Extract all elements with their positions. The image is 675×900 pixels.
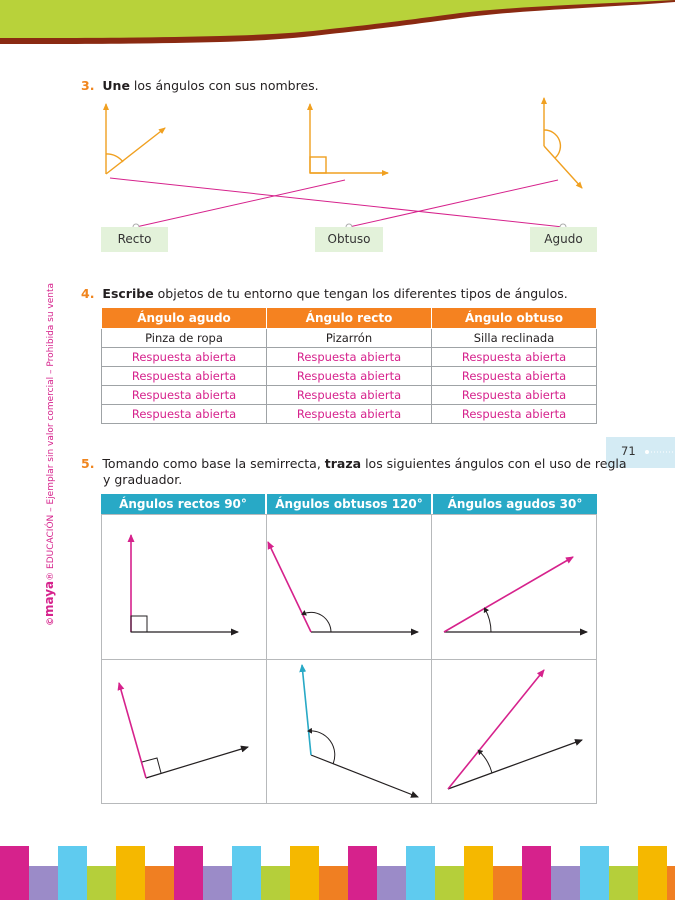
drawn-right-angle-1	[131, 535, 238, 632]
footer-stripe	[406, 846, 435, 900]
footer-stripe	[667, 866, 675, 900]
q3-text: los ángulos con sus nombres.	[129, 78, 319, 93]
label-agudo: Agudo	[530, 227, 597, 252]
answer-cell: Respuesta abierta	[267, 367, 432, 386]
header-acute-angles: Ángulos agudos 30°	[433, 494, 597, 514]
q5-text-pre: Tomando como base la semirrecta,	[102, 456, 325, 471]
footer-stripe	[377, 866, 406, 900]
header-right: Ángulo recto	[267, 308, 432, 329]
drawn-obtuse-angle-2	[302, 665, 418, 797]
answer-cell: Respuesta abierta	[102, 386, 267, 405]
q5-instruction-line2: y graduador.	[103, 472, 183, 487]
header-right-angles: Ángulos rectos 90°	[101, 494, 265, 514]
header-obtuse: Ángulo obtuso	[432, 308, 597, 329]
footer-stripe	[464, 846, 493, 900]
answer-cell: Respuesta abierta	[102, 367, 267, 386]
answer-cell: Respuesta abierta	[267, 348, 432, 367]
brand-name: maya	[42, 580, 56, 617]
footer-stripe	[319, 866, 348, 900]
page-number: 71	[621, 444, 636, 458]
footer-stripe	[348, 846, 377, 900]
example-acute: Pinza de ropa	[102, 329, 267, 348]
footer-stripe	[174, 846, 203, 900]
footer-stripe	[0, 846, 29, 900]
footer-stripe	[116, 846, 145, 900]
label-obtuso: Obtuso	[315, 227, 383, 252]
footer-stripe	[58, 846, 87, 900]
drawn-acute-angle-2	[448, 670, 582, 789]
answer-cell: Respuesta abierta	[432, 367, 597, 386]
header-obtuse-angles: Ángulos obtusos 120°	[267, 494, 431, 514]
header-acute: Ángulo agudo	[102, 308, 267, 329]
footer-stripe	[493, 866, 522, 900]
footer-stripe	[261, 866, 290, 900]
footer-stripe	[435, 866, 464, 900]
footer-stripe	[522, 846, 551, 900]
side-legal-text: ® EDUCACIÓN – Ejemplar sin valor comercial – Prohibida su venta	[46, 282, 56, 581]
label-recto: Recto	[101, 227, 168, 252]
q4-text: objetos de tu entorno que tengan los diferentes tipos de ángulos.	[153, 286, 568, 301]
footer-stripe	[551, 866, 580, 900]
footer-stripe	[29, 866, 58, 900]
answer-cell: Respuesta abierta	[432, 348, 597, 367]
q4-number: 4.	[81, 286, 95, 301]
copyright-symbol: ©	[46, 617, 56, 626]
footer-stripe	[290, 846, 319, 900]
q5-number: 5.	[81, 456, 95, 471]
drawn-acute-angle-1	[444, 557, 587, 632]
drawn-obtuse-angle-1	[268, 542, 418, 632]
q3-number: 3.	[81, 78, 95, 93]
footer-stripe	[87, 866, 116, 900]
answer-cell: Respuesta abierta	[267, 386, 432, 405]
answer-cell: Respuesta abierta	[102, 348, 267, 367]
q5-text-post: los siguientes ángulos con el uso de regla	[361, 456, 627, 471]
footer-stripe	[609, 866, 638, 900]
answer-cell: Respuesta abierta	[432, 386, 597, 405]
footer-stripe	[580, 846, 609, 900]
footer-color-stripes	[0, 846, 675, 900]
example-right: Pizarrón	[267, 329, 432, 348]
q3-bold-word: Une	[102, 78, 130, 93]
footer-stripe	[145, 866, 174, 900]
answer-cell: Respuesta abierta	[102, 405, 267, 424]
answer-cell: Respuesta abierta	[432, 405, 597, 424]
footer-stripe	[638, 846, 667, 900]
footer-stripe	[232, 846, 261, 900]
example-obtuse: Silla reclinada	[432, 329, 597, 348]
footer-stripe	[203, 866, 232, 900]
drawn-right-angle-2	[119, 683, 248, 778]
q5-bold-word: traza	[324, 456, 362, 471]
side-copyright-text	[42, 283, 56, 626]
q4-bold-word: Escribe	[102, 286, 154, 301]
answer-cell: Respuesta abierta	[267, 405, 432, 424]
